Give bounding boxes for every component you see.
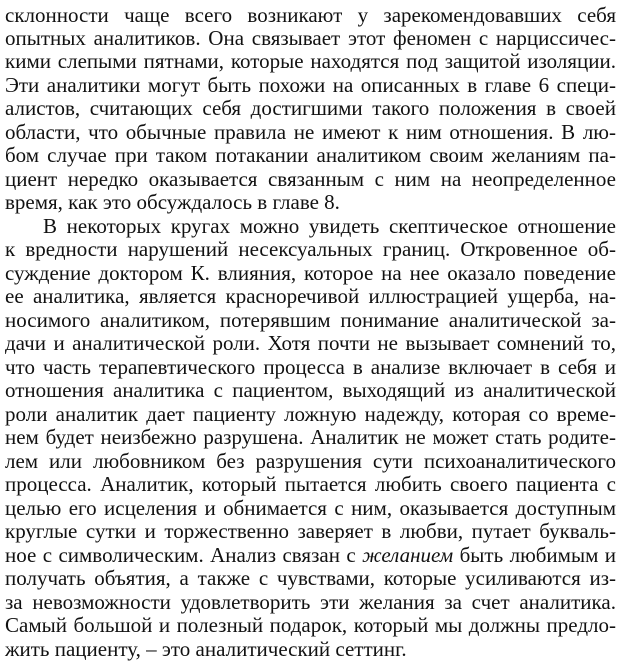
- text-line: нем будет неизбежно разрушена. Аналитик не может стать родите-: [5, 425, 616, 449]
- text-line: Эти аналитики могут быть похожи на описанных в главе 6 специ-: [5, 73, 616, 97]
- text-line: получать объятия, а также с чувствами, которые усиливаются из-: [5, 566, 616, 590]
- text-line: круглые сутки и торжественно заверяет в любви, путает букваль-: [5, 519, 616, 543]
- text-line: кими слепыми пятнами, которые находятся под защитой изоляции.: [5, 49, 616, 73]
- text-line: Самый большой и полезный подарок, который мы должны предло-: [5, 613, 616, 637]
- text-line: что часть терапевтического процесса в анализе включает в себя и: [5, 355, 616, 379]
- text-line: к вредности нарушений несексуальных границ. Откровенное об-: [5, 237, 616, 261]
- text-line: носимого аналитиком, потерявшим понимание аналитической за-: [5, 308, 616, 332]
- text-line: склонности чаще всего возникают у зарекомендовавших себя: [5, 3, 616, 27]
- text-segment: ное с символическим. Анализ связан с: [5, 543, 356, 567]
- text-line: целью его исцеления и обнимается с ним, оказывается доступным: [5, 496, 616, 520]
- text-line: опытных аналитиков. Она связывает этот феномен с нарциссичес-: [5, 26, 616, 50]
- text-line: бом случае при таком потакании аналитиком своим желаниям па-: [5, 143, 616, 167]
- text-line: лем или любовником без разрушения сути психоаналитического: [5, 449, 616, 473]
- paragraph-end-line: время, как это обсуждалось в главе 8.: [5, 190, 340, 214]
- text-line: за невозможности удовлетворить эти желания за счет аналитика.: [5, 590, 616, 614]
- text-line: дачи и аналитической роли. Хотя почти не вызывает сомнений то,: [5, 331, 616, 355]
- text-line: отношения аналитика с пациентом, выходящий из аналитической: [5, 378, 616, 402]
- paragraph-end-line: жить пациенту, – это аналитический сеттинг.: [5, 637, 407, 661]
- emphasized-word: желанием: [362, 543, 454, 567]
- text-line: роли аналитик дает пациенту ложную надежду, которая со време-: [5, 402, 616, 426]
- text-line: алистов, считающих себя достигшими такого положения в своей: [5, 96, 616, 120]
- paragraph-start-line: В некоторых кругах можно увидеть скептическое отношение: [43, 214, 616, 238]
- text-line: суждение доктором К. влияния, которое на нее оказало поведение: [5, 261, 616, 285]
- text-line: ее аналитика, является красноречивой иллюстрацией ущерба, на-: [5, 284, 616, 308]
- text-line: области, что обычные правила не имеют к ним отношения. В лю-: [5, 120, 616, 144]
- text-line: процесса. Аналитик, который пытается любить своего пациента с: [5, 472, 616, 496]
- text-line: циент нередко оказывается связанным с ним на неопределенное: [5, 167, 616, 191]
- text-segment: быть любимым и: [459, 543, 617, 567]
